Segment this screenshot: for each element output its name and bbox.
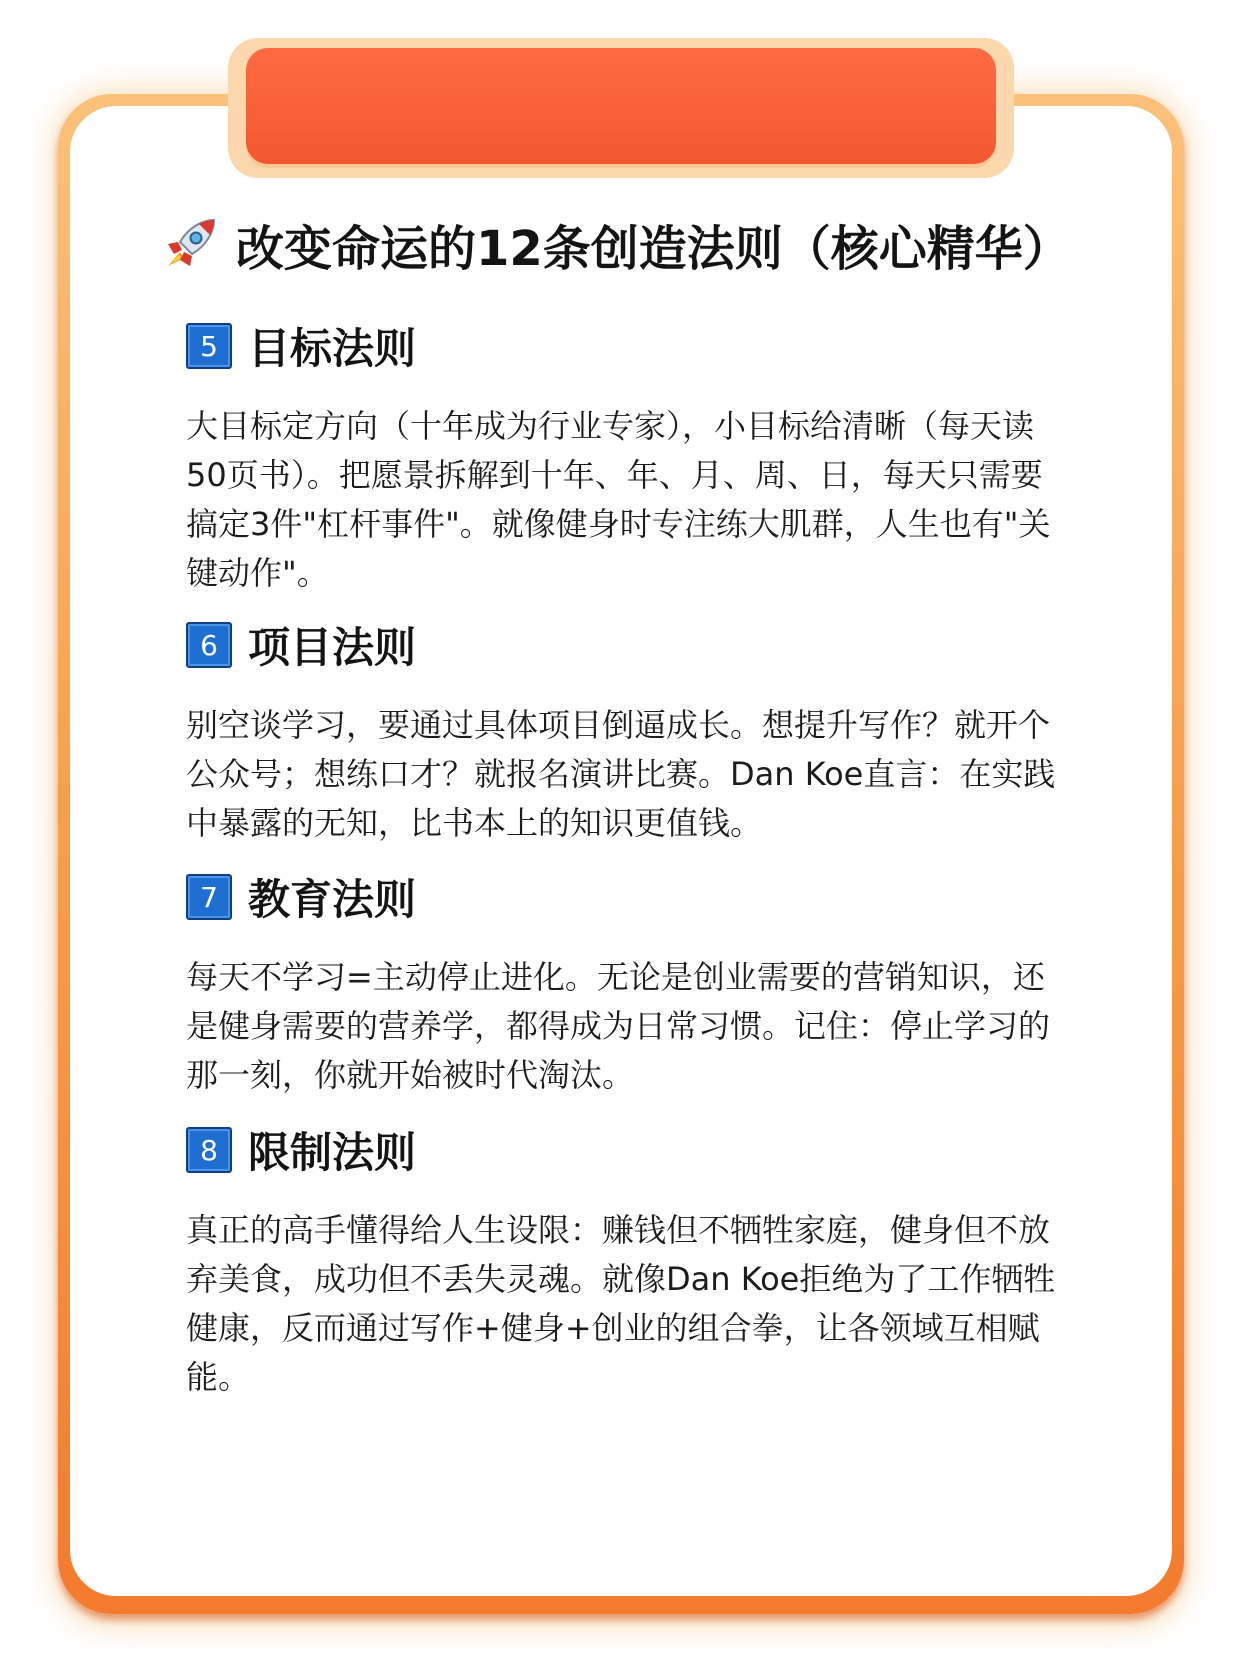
number-badge: 7 [186, 874, 232, 920]
number-badge: 8 [186, 1127, 232, 1173]
number-badge: 6 [186, 622, 232, 668]
rocket-icon [158, 212, 222, 276]
section-education-law [186, 869, 1066, 1100]
section-title: 教育法则 [248, 875, 417, 924]
number-badge: 5 [186, 323, 232, 369]
section-title: 项目法则 [248, 623, 417, 672]
section-title: 限制法则 [248, 1128, 417, 1177]
title-row [158, 208, 1098, 280]
section-heading [186, 869, 1066, 925]
section-heading [186, 617, 1066, 673]
section-project-law [186, 617, 1066, 848]
header-tab [246, 48, 996, 164]
section-body: 每天不学习=主动停止进化。无论是创业需要的营销知识，还是健身需要的营养学，都得成为日常习惯。记住：停止学习的那一刻，你就开始被时代淘汰。 [186, 958, 1051, 1094]
section-body: 真正的高手懂得给人生设限：赚钱但不牺牲家庭，健身但不放弃美食，成功但不丢失灵魂。就像Dan Koe拒绝为了工作牺牲健康，反而通过写作+健身+创业的组合拳，让各领域互相赋能。 [186, 1211, 1056, 1396]
section-body: 别空谈学习，要通过具体项目倒逼成长。想提升写作？就开个公众号；想练口才？就报名演讲比赛。Dan Koe直言：在实践中暴露的无知，比书本上的知识更值钱。 [186, 706, 1056, 842]
section-title: 目标法则 [248, 324, 417, 373]
section-heading [186, 1122, 1066, 1178]
section-limit-law [186, 1122, 1066, 1402]
page-title: 改变命运的12条创造法则（核心精华） [236, 220, 1071, 277]
section-goal-law [186, 318, 1066, 598]
section-body: 大目标定方向（十年成为行业专家），小目标给清晰（每天读50页书）。把愿景拆解到十年、年、月、周、日，每天只需要搞定3件"杠杆事件"。就像健身时专注练大肌群，人生也有"关键动作"。 [186, 407, 1051, 592]
section-heading [186, 318, 1066, 374]
